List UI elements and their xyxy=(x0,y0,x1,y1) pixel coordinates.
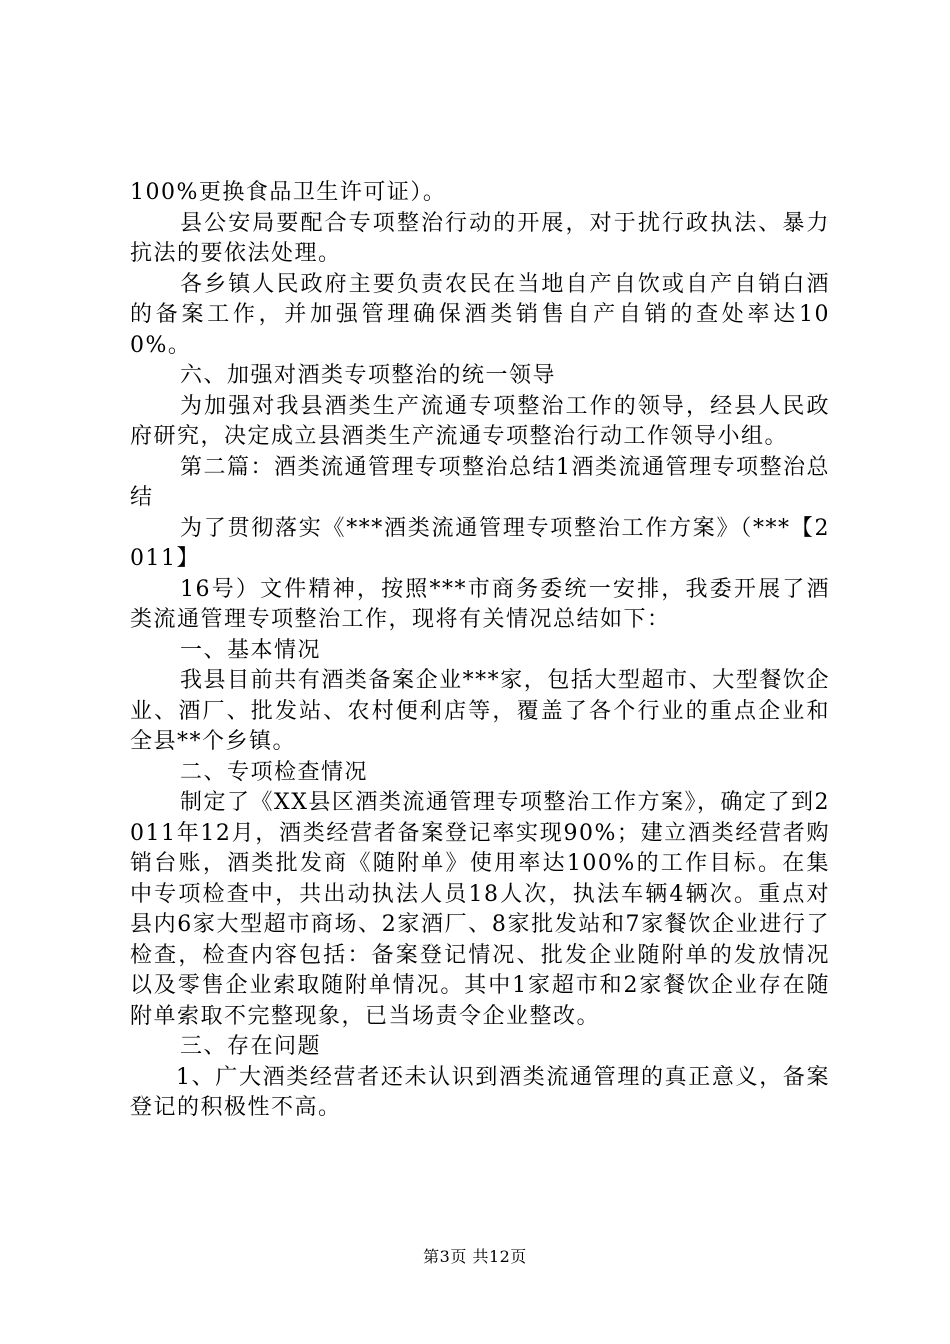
section-heading: 三、存在问题 xyxy=(180,1034,322,1059)
page-footer: 第3页 共12页 xyxy=(423,1247,527,1266)
section-heading: 一、基本情况 xyxy=(180,637,322,663)
chapter-title: 第二篇：酒类流通管理专项整治总结1酒类流通管理专项整治总结 xyxy=(130,454,830,510)
section-heading: 六、加强对酒类专项整治的统一领导 xyxy=(180,363,557,388)
paragraph: 我县目前共有酒类备案企业***家，包括大型超市、大型餐饮企业、酒厂、批发站、农村便利店等，覆盖了各个行业的重点企业和全县**个乡镇。 xyxy=(130,668,830,754)
paragraph: 100%更换食品卫生许可证）。 xyxy=(130,180,447,205)
paragraph: 16号）文件精神，按照***市商务委统一安排，我委开展了酒类流通管理专项整治工作，现将有关情况总结如下： xyxy=(130,576,830,632)
paragraph: 为了贯彻落实《***酒类流通管理专项整治工作方案》（***【2011】 xyxy=(130,515,830,571)
paragraph: 县公安局要配合专项整治行动的开展，对于扰行政执法、暴力抗法的要依法处理。 xyxy=(130,210,830,266)
paragraph: 为加强对我县酒类生产流通专项整治工作的领导，经县人民政府研究，决定成立县酒类生产流通专项整治行动工作领导小组。 xyxy=(130,393,830,449)
section-heading: 二、专项检查情况 xyxy=(180,759,369,785)
numbered-item: 1、广大酒类经营者还未认识到酒类流通管理的真正意义，备案登记的积极性不高。 xyxy=(130,1064,830,1120)
paragraph: 制定了《XX县区酒类流通管理专项整治工作方案》，确定了到2011年12月，酒类经营者备案登记率实现90%；建立酒类经营者购销台账，酒类批发商《随附单》使用率达100%的工作目标。在集中专项检查中，共出动执法人员18人次，执法车辆4辆次。重点对县内6家大型超市商场、2家酒厂、8家批发站和7家餐饮企业进行了检查，检查内容包括：备案登记情况、批发企业随附单的发放情况以及零售企业索取随附单情况。其中1家超市和2家餐饮企业存在随附单索取不完整现象，已当场责令企业整改。 xyxy=(130,790,830,1029)
paragraph: 各乡镇人民政府主要负责农民在当地自产自饮或自产自销白酒的备案工作，并加强管理确保酒类销售自产自销的查处率达100%。 xyxy=(130,271,830,358)
document-body xyxy=(130,178,830,1124)
